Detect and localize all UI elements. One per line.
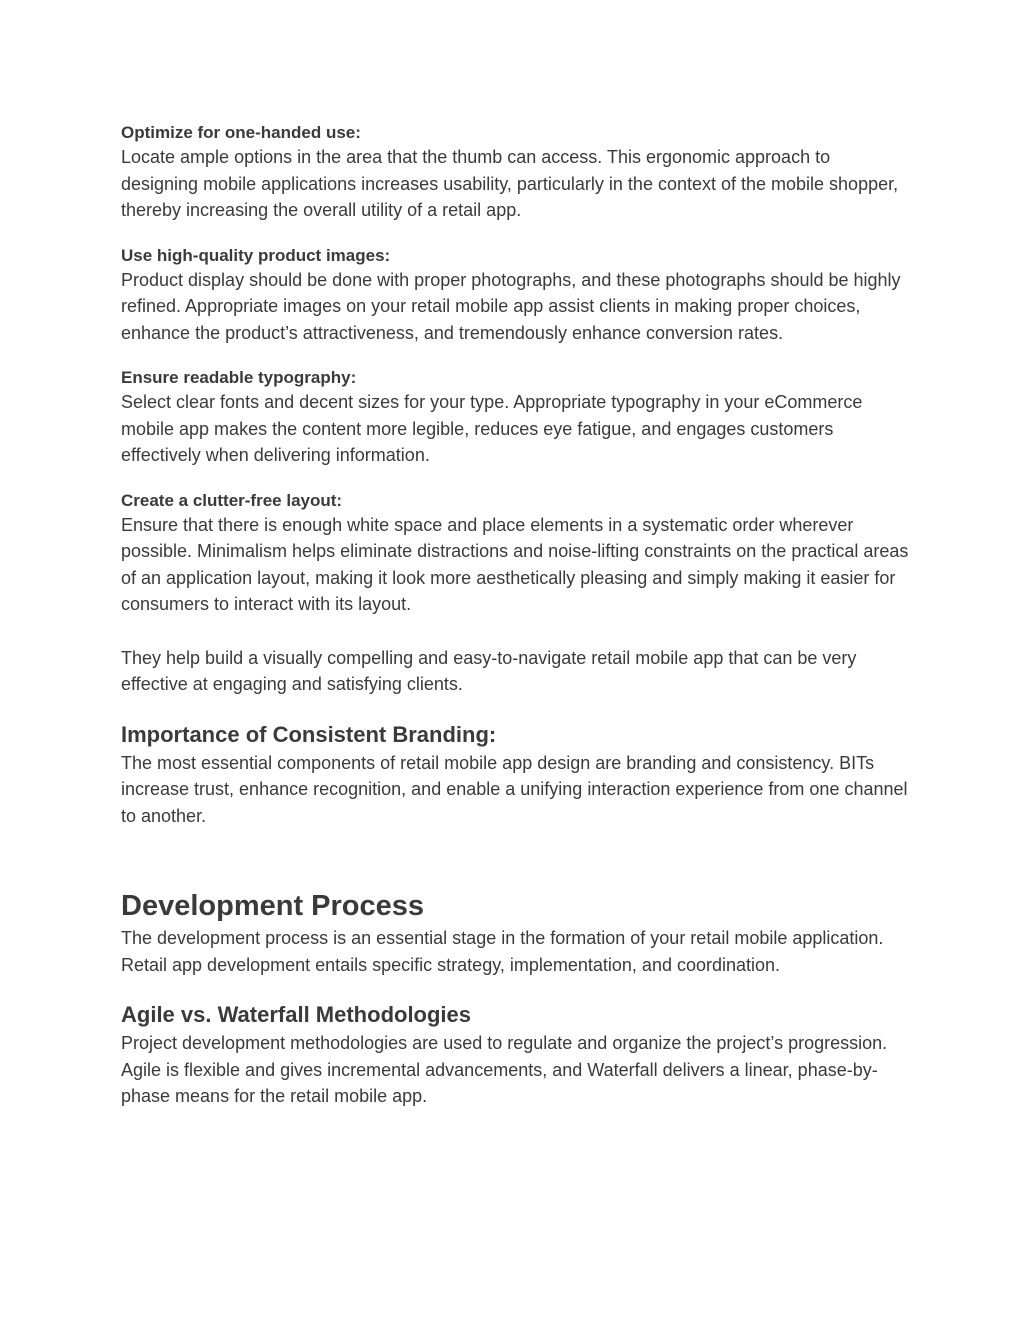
closing-paragraph: They help build a visually compelling and easy-to-navigate retail mobile app that can be very effective at engaging and satisfying clients. [121, 647, 857, 694]
branding-body: The most essential components of retail mobile app design are branding and consistency. BITs increase trust, enhance recognition, and enable a unifying interaction experience from one channel to another. [121, 752, 908, 826]
methodologies-heading: Agile vs. Waterfall Methodologies [121, 1002, 472, 1027]
section-clutter-free-layout [121, 489, 911, 618]
document-page [121, 121, 911, 1110]
development-body: The development process is an essential stage in the formation of your retail mobile application. Retail app development entails specific strategy, implementation, and coordination. [121, 928, 884, 975]
methodologies-body: Project development methodologies are used to regulate and organize the project’s progression. Agile is flexible and gives incremental advancements, and Waterfall delivers a linear, phase-by-phase means for the retail mobile app. [121, 1033, 888, 1106]
section-typography [121, 366, 911, 469]
section-body: Ensure that there is enough white space and place elements in a systematic order wherever possible. Minimalism helps eliminate distractions and noise-lifting constraints on the practical areas of an application layout, making it look more aesthetically pleasing and simply making it easier for consumers to interact with its layout. [121, 514, 909, 614]
branding-heading: Importance of Consistent Branding: [121, 721, 497, 747]
section-product-images [121, 244, 911, 347]
section-title: Use high-quality product images: [121, 245, 391, 265]
section-title: Optimize for one-handed use: [121, 123, 361, 142]
development-heading: Development Process [121, 890, 425, 922]
section-body: Select clear fonts and decent sizes for your type. Appropriate typography in your eCommerce mobile app makes the content more legible, reduces eye fatigue, and engages customers effectively when delivering information. [121, 392, 863, 465]
section-title: Ensure readable typography: [121, 368, 357, 387]
section-title: Create a clutter-free layout: [121, 490, 343, 510]
section-body: Locate ample options in the area that the thumb can access. This ergonomic approach to designing mobile applications increases usability, particularly in the context of the mobile shopper, thereby increasing the overall utility of a retail app. [121, 147, 899, 220]
section-body: Product display should be done with proper photographs, and these photographs should be highly refined. Appropriate images on your retail mobile app assist clients in making proper choices, enhance the product’s attractiveness, and tremendously enhance conversion rates. [121, 269, 901, 343]
section-one-handed-use [121, 121, 911, 224]
